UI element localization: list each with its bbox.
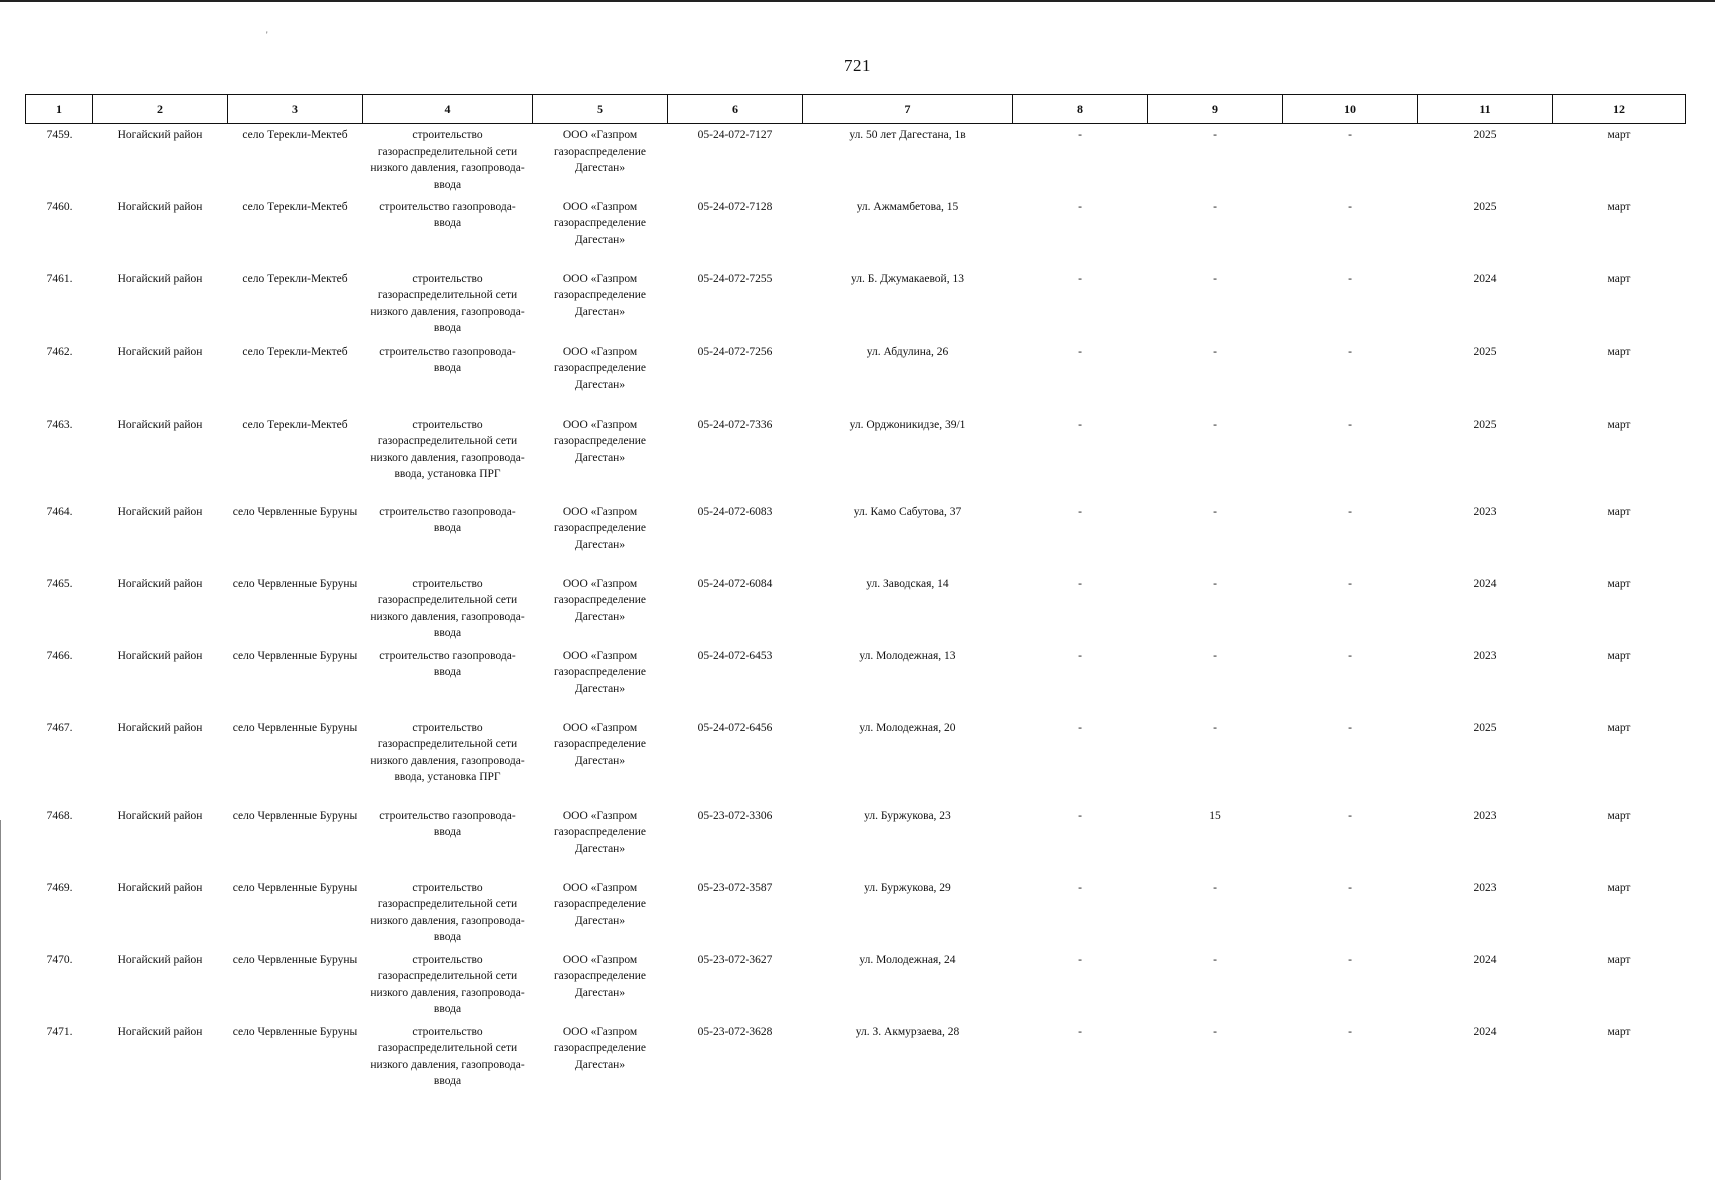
cell-year: 2024 <box>1473 1025 1497 1038</box>
cell-value-10: - <box>1348 129 1352 141</box>
cell-work-type: строительство газопровода-ввода <box>379 649 516 678</box>
column-header-12: 12 <box>1553 95 1686 124</box>
cell-settlement: село Червленные Буруны <box>232 505 358 518</box>
cell-address: ул. Буржукова, 29 <box>864 881 951 894</box>
cell-work-type: строительство газораспределительной сети низкого давления, газопровода-ввода <box>370 129 525 191</box>
cell-month: март <box>1607 272 1631 285</box>
cell-work-type: строительство газопровода-ввода <box>379 200 516 229</box>
cell-value-8: - <box>1078 721 1082 734</box>
table-row <box>26 124 1686 196</box>
column-header-8: 8 <box>1013 95 1148 124</box>
cell-row-number: 7463. <box>46 418 73 431</box>
cell-organization: ООО «Газпром газораспределение Дагестан» <box>553 1025 647 1071</box>
cell-value-8: - <box>1078 505 1082 518</box>
cell-district: Ногайский район <box>117 881 203 894</box>
column-header-3: 3 <box>228 95 363 124</box>
cell-district: Ногайский район <box>117 1025 203 1038</box>
cell-address: ул. Заводская, 14 <box>866 577 949 590</box>
cell-work-type: строительство газопровода-ввода <box>379 505 516 534</box>
cell-value-10: - <box>1348 649 1352 662</box>
cell-application-number: 05-24-072-7255 <box>697 272 773 285</box>
cell-value-10: - <box>1348 577 1352 590</box>
table-row <box>26 341 1686 414</box>
column-header-4: 4 <box>363 95 533 124</box>
cell-month: март <box>1607 809 1631 822</box>
cell-application-number: 05-24-072-6084 <box>697 577 773 590</box>
scan-speck: ' <box>266 30 268 40</box>
cell-value-8: - <box>1078 345 1082 358</box>
cell-work-type: строительство газораспределительной сети низкого давления, газопровода-ввода <box>370 953 525 1015</box>
cell-month: март <box>1607 200 1631 213</box>
cell-year: 2023 <box>1473 881 1497 894</box>
cell-settlement: село Червленные Буруны <box>232 1025 358 1038</box>
cell-month: март <box>1607 129 1631 141</box>
scan-edge-mark <box>0 820 1 1180</box>
cell-row-number: 7464. <box>46 505 73 518</box>
cell-value-9: - <box>1213 200 1217 213</box>
cell-organization: ООО «Газпром газораспределение Дагестан» <box>553 129 647 174</box>
cell-district: Ногайский район <box>117 721 203 734</box>
table-row <box>26 573 1686 645</box>
cell-application-number: 05-24-072-7336 <box>697 418 773 431</box>
cell-value-9: 15 <box>1209 809 1221 822</box>
cell-settlement: село Червленные Буруны <box>232 649 358 662</box>
cell-district: Ногайский район <box>117 418 203 431</box>
cell-value-9: - <box>1213 129 1217 141</box>
cell-month: март <box>1607 505 1631 518</box>
cell-district: Ногайский район <box>117 649 203 662</box>
cell-application-number: 05-24-072-7127 <box>697 129 773 141</box>
cell-work-type: строительство газораспределительной сети низкого давления, газопровода-ввода, установка ПРГ <box>370 418 525 480</box>
cell-organization: ООО «Газпром газораспределение Дагестан» <box>553 418 647 464</box>
cell-application-number: 05-24-072-6456 <box>697 721 773 734</box>
cell-value-9: - <box>1213 953 1217 966</box>
cell-application-number: 05-23-072-3306 <box>697 809 773 822</box>
cell-district: Ногайский район <box>117 129 203 141</box>
cell-value-8: - <box>1078 953 1082 966</box>
cell-district: Ногайский район <box>117 577 203 590</box>
cell-row-number: 7471. <box>46 1025 73 1038</box>
cell-application-number: 05-24-072-6083 <box>697 505 773 518</box>
cell-organization: ООО «Газпром газораспределение Дагестан» <box>553 953 647 999</box>
cell-value-10: - <box>1348 418 1352 431</box>
cell-value-9: - <box>1213 649 1217 662</box>
cell-district: Ногайский район <box>117 809 203 822</box>
cell-year: 2025 <box>1473 345 1497 358</box>
cell-application-number: 05-24-072-7128 <box>697 200 773 213</box>
cell-year: 2023 <box>1473 809 1497 822</box>
cell-settlement: село Червленные Буруны <box>232 809 358 822</box>
cell-year: 2023 <box>1473 505 1497 518</box>
cell-row-number: 7462. <box>46 345 73 358</box>
header-row <box>26 95 1686 124</box>
table-body <box>26 124 1686 1101</box>
table-row <box>26 805 1686 877</box>
cell-address: ул. 50 лет Дагестана, 1в <box>849 129 966 141</box>
column-header-5: 5 <box>533 95 668 124</box>
cell-row-number: 7468. <box>46 809 73 822</box>
cell-value-9: - <box>1213 577 1217 590</box>
cell-value-10: - <box>1348 272 1352 285</box>
column-header-1: 1 <box>26 95 93 124</box>
cell-application-number: 05-23-072-3627 <box>697 953 773 966</box>
cell-value-8: - <box>1078 649 1082 662</box>
cell-value-10: - <box>1348 953 1352 966</box>
cell-value-8: - <box>1078 881 1082 894</box>
cell-organization: ООО «Газпром газораспределение Дагестан» <box>553 881 647 927</box>
cell-organization: ООО «Газпром газораспределение Дагестан» <box>553 200 647 246</box>
table-row <box>26 877 1686 949</box>
table-row <box>26 949 1686 1021</box>
cell-value-9: - <box>1213 881 1217 894</box>
cell-month: март <box>1607 418 1631 431</box>
column-header-7: 7 <box>803 95 1013 124</box>
table-row <box>26 501 1686 573</box>
cell-row-number: 7461. <box>46 272 73 285</box>
cell-address: ул. Абдулина, 26 <box>866 345 949 358</box>
cell-year: 2023 <box>1473 649 1497 662</box>
cell-value-10: - <box>1348 721 1352 734</box>
cell-value-9: - <box>1213 345 1217 358</box>
cell-value-9: - <box>1213 1025 1217 1038</box>
cell-district: Ногайский район <box>117 345 203 358</box>
cell-year: 2024 <box>1473 272 1497 285</box>
cell-application-number: 05-24-072-7256 <box>697 345 773 358</box>
cell-value-9: - <box>1213 418 1217 431</box>
cell-value-10: - <box>1348 1025 1352 1038</box>
cell-district: Ногайский район <box>117 505 203 518</box>
cell-settlement: село Терекли-Мектеб <box>242 418 348 431</box>
cell-settlement: село Терекли-Мектеб <box>242 129 348 141</box>
registry-table <box>25 94 1686 1101</box>
cell-settlement: село Червленные Буруны <box>232 577 358 590</box>
cell-row-number: 7469. <box>46 881 73 894</box>
cell-address: ул. Молодежная, 13 <box>859 649 956 662</box>
cell-month: март <box>1607 577 1631 590</box>
cell-application-number: 05-23-072-3628 <box>697 1025 773 1038</box>
cell-value-10: - <box>1348 505 1352 518</box>
cell-value-10: - <box>1348 200 1352 213</box>
cell-work-type: строительство газораспределительной сети низкого давления, газопровода-ввода, установка ПРГ <box>370 721 525 783</box>
cell-year: 2025 <box>1473 721 1497 734</box>
table-row <box>26 414 1686 501</box>
cell-value-8: - <box>1078 272 1082 285</box>
page-number: 721 <box>844 56 871 75</box>
cell-organization: ООО «Газпром газораспределение Дагестан» <box>553 577 647 623</box>
cell-row-number: 7460. <box>46 200 73 213</box>
cell-year: 2024 <box>1473 953 1497 966</box>
cell-value-8: - <box>1078 1025 1082 1038</box>
cell-value-9: - <box>1213 505 1217 518</box>
cell-month: март <box>1607 953 1631 966</box>
cell-address: ул. Б. Джумакаевой, 13 <box>851 272 964 285</box>
column-header-9: 9 <box>1148 95 1283 124</box>
cell-month: март <box>1607 881 1631 894</box>
cell-month: март <box>1607 1025 1631 1038</box>
cell-settlement: село Червленные Буруны <box>232 953 358 966</box>
cell-value-8: - <box>1078 129 1082 141</box>
cell-value-10: - <box>1348 881 1352 894</box>
cell-organization: ООО «Газпром газораспределение Дагестан» <box>553 649 647 695</box>
cell-value-8: - <box>1078 809 1082 822</box>
cell-address: ул. Молодежная, 24 <box>859 953 956 966</box>
cell-month: март <box>1607 721 1631 734</box>
cell-value-8: - <box>1078 577 1082 590</box>
cell-organization: ООО «Газпром газораспределение Дагестан» <box>553 272 647 318</box>
cell-address: ул. Буржукова, 23 <box>864 809 951 822</box>
cell-row-number: 7465. <box>46 577 73 590</box>
cell-work-type: строительство газораспределительной сети низкого давления, газопровода-ввода <box>370 1025 525 1087</box>
cell-address: ул. Орджоникидзе, 39/1 <box>849 418 966 431</box>
table-row <box>26 645 1686 717</box>
cell-organization: ООО «Газпром газораспределение Дагестан» <box>553 721 647 767</box>
cell-district: Ногайский район <box>117 272 203 285</box>
table-row <box>26 717 1686 805</box>
cell-settlement: село Червленные Буруны <box>232 721 358 734</box>
cell-settlement: село Терекли-Мектеб <box>242 345 348 358</box>
cell-row-number: 7467. <box>46 721 73 734</box>
cell-settlement: село Терекли-Мектеб <box>242 272 348 285</box>
cell-settlement: село Червленные Буруны <box>232 881 358 894</box>
cell-work-type: строительство газораспределительной сети низкого давления, газопровода-ввода <box>370 272 525 334</box>
cell-work-type: строительство газораспределительной сети низкого давления, газопровода-ввода <box>370 577 525 639</box>
cell-month: март <box>1607 345 1631 358</box>
cell-district: Ногайский район <box>117 953 203 966</box>
cell-month: март <box>1607 649 1631 662</box>
cell-application-number: 05-24-072-6453 <box>697 649 773 662</box>
cell-settlement: село Терекли-Мектеб <box>242 200 348 213</box>
cell-organization: ООО «Газпром газораспределение Дагестан» <box>553 809 647 855</box>
cell-year: 2025 <box>1473 129 1497 141</box>
cell-value-8: - <box>1078 200 1082 213</box>
cell-address: ул. Ажмамбетова, 15 <box>856 200 959 213</box>
cell-address: ул. Молодежная, 20 <box>859 721 956 734</box>
cell-row-number: 7470. <box>46 953 73 966</box>
cell-application-number: 05-23-072-3587 <box>697 881 773 894</box>
cell-work-type: строительство газопровода-ввода <box>379 809 516 838</box>
cell-district: Ногайский район <box>117 200 203 213</box>
cell-row-number: 7459. <box>46 129 73 141</box>
cell-year: 2024 <box>1473 577 1497 590</box>
table-row <box>26 268 1686 341</box>
column-header-11: 11 <box>1418 95 1553 124</box>
cell-value-10: - <box>1348 345 1352 358</box>
table-row <box>26 1021 1686 1101</box>
cell-work-type: строительство газопровода-ввода <box>379 345 516 374</box>
cell-address: ул. Камо Сабутова, 37 <box>853 505 962 518</box>
column-header-2: 2 <box>93 95 228 124</box>
cell-work-type: строительство газораспределительной сети низкого давления, газопровода-ввода <box>370 881 525 943</box>
cell-value-9: - <box>1213 272 1217 285</box>
cell-value-9: - <box>1213 721 1217 734</box>
table-row <box>26 196 1686 268</box>
cell-organization: ООО «Газпром газораспределение Дагестан» <box>553 345 647 391</box>
cell-row-number: 7466. <box>46 649 73 662</box>
cell-value-10: - <box>1348 809 1352 822</box>
cell-address: ул. З. Акмурзаева, 28 <box>855 1025 960 1038</box>
cell-organization: ООО «Газпром газораспределение Дагестан» <box>553 505 647 551</box>
top-border-line <box>0 0 1715 2</box>
cell-year: 2025 <box>1473 418 1497 431</box>
cell-value-8: - <box>1078 418 1082 431</box>
column-header-10: 10 <box>1283 95 1418 124</box>
cell-year: 2025 <box>1473 200 1497 213</box>
column-header-6: 6 <box>668 95 803 124</box>
